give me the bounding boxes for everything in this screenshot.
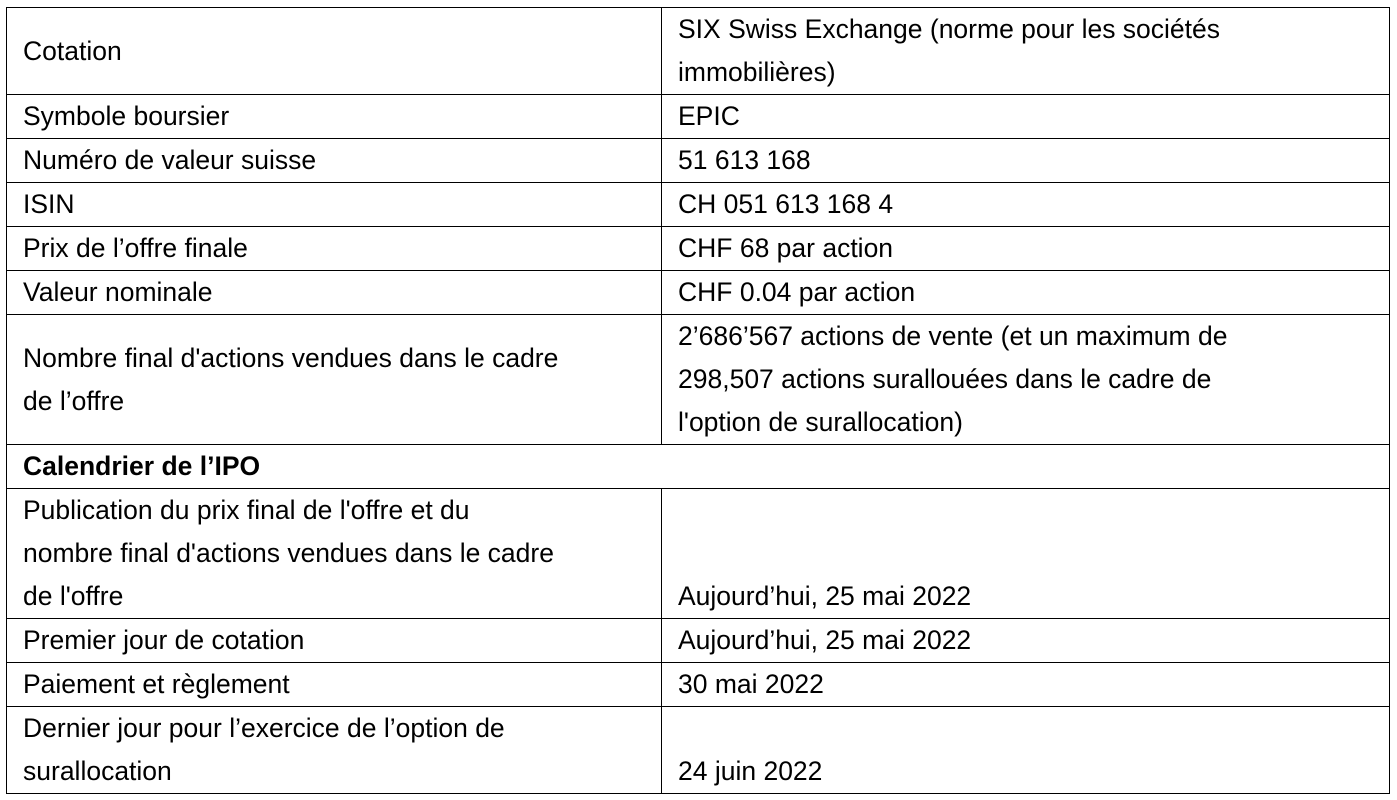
row-value bbox=[662, 183, 1390, 227]
label-text: Premier jour de cotation bbox=[23, 625, 305, 655]
value-text: 24 juin 2022 bbox=[678, 756, 823, 786]
label-text: de l’offre bbox=[23, 385, 125, 416]
row-value bbox=[662, 271, 1390, 315]
row-label bbox=[7, 183, 662, 227]
label-text: Nombre final d'actions vendues dans le cadre bbox=[23, 342, 559, 373]
label-text: de l'offre bbox=[23, 581, 124, 611]
table-row bbox=[7, 315, 1390, 445]
label-text: nombre final d'actions vendues dans le cadre bbox=[23, 538, 554, 568]
table-row bbox=[7, 663, 1390, 707]
value-text: Aujourd’hui, 25 mai 2022 bbox=[678, 625, 972, 655]
table-row bbox=[7, 139, 1390, 183]
row-label bbox=[7, 227, 662, 271]
row-value bbox=[662, 227, 1390, 271]
label-text: Symbole boursier bbox=[23, 101, 230, 131]
section-title: Calendrier de l’IPO bbox=[7, 445, 1390, 489]
row-value bbox=[662, 139, 1390, 183]
section-row bbox=[7, 445, 1390, 489]
table-row bbox=[7, 227, 1390, 271]
ipo-details-table bbox=[6, 7, 1390, 794]
row-value bbox=[662, 8, 1390, 95]
row-value bbox=[662, 663, 1390, 707]
row-value bbox=[662, 95, 1390, 139]
table-row bbox=[7, 619, 1390, 663]
value-text: EPIC bbox=[678, 101, 740, 131]
label-text: Cotation bbox=[23, 35, 122, 66]
value-text: SIX Swiss Exchange (norme pour les sociétés bbox=[678, 14, 1221, 44]
table-row bbox=[7, 707, 1390, 794]
row-label bbox=[7, 315, 662, 445]
row-value bbox=[662, 315, 1390, 445]
value-text: 2’686’567 actions de vente (et un maximum de bbox=[678, 321, 1228, 351]
label-text: Paiement et règlement bbox=[23, 669, 290, 699]
label-text: Valeur nominale bbox=[23, 277, 213, 307]
label-text: surallocation bbox=[23, 756, 172, 786]
row-label bbox=[7, 95, 662, 139]
row-value bbox=[662, 489, 1390, 619]
value-text: l'option de surallocation) bbox=[678, 407, 963, 437]
value-text: CHF 0.04 par action bbox=[678, 277, 916, 307]
value-text: immobilières) bbox=[678, 57, 836, 87]
label-text: Prix de l’offre finale bbox=[23, 233, 248, 263]
row-label bbox=[7, 139, 662, 183]
label-text: Numéro de valeur suisse bbox=[23, 145, 317, 175]
row-label bbox=[7, 271, 662, 315]
row-label bbox=[7, 619, 662, 663]
table-row bbox=[7, 8, 1390, 95]
label-text: ISIN bbox=[23, 189, 75, 219]
label-text: Dernier jour pour l’exercice de l’option de bbox=[23, 713, 505, 743]
table-row bbox=[7, 183, 1390, 227]
table-row bbox=[7, 95, 1390, 139]
row-label bbox=[7, 663, 662, 707]
row-value bbox=[662, 619, 1390, 663]
row-label bbox=[7, 489, 662, 619]
row-value bbox=[662, 707, 1390, 794]
value-text: 298,507 actions surallouées dans le cadre de bbox=[678, 364, 1212, 394]
label-text: Publication du prix final de l'offre et du bbox=[23, 495, 470, 525]
value-text: 30 mai 2022 bbox=[678, 669, 824, 699]
table-row bbox=[7, 271, 1390, 315]
table-row bbox=[7, 489, 1390, 619]
value-text: CH 051 613 168 4 bbox=[678, 189, 894, 219]
value-text: Aujourd’hui, 25 mai 2022 bbox=[678, 581, 972, 611]
row-label bbox=[7, 8, 662, 95]
value-text: 51 613 168 bbox=[678, 145, 811, 175]
row-label bbox=[7, 707, 662, 794]
value-text: CHF 68 par action bbox=[678, 233, 894, 263]
